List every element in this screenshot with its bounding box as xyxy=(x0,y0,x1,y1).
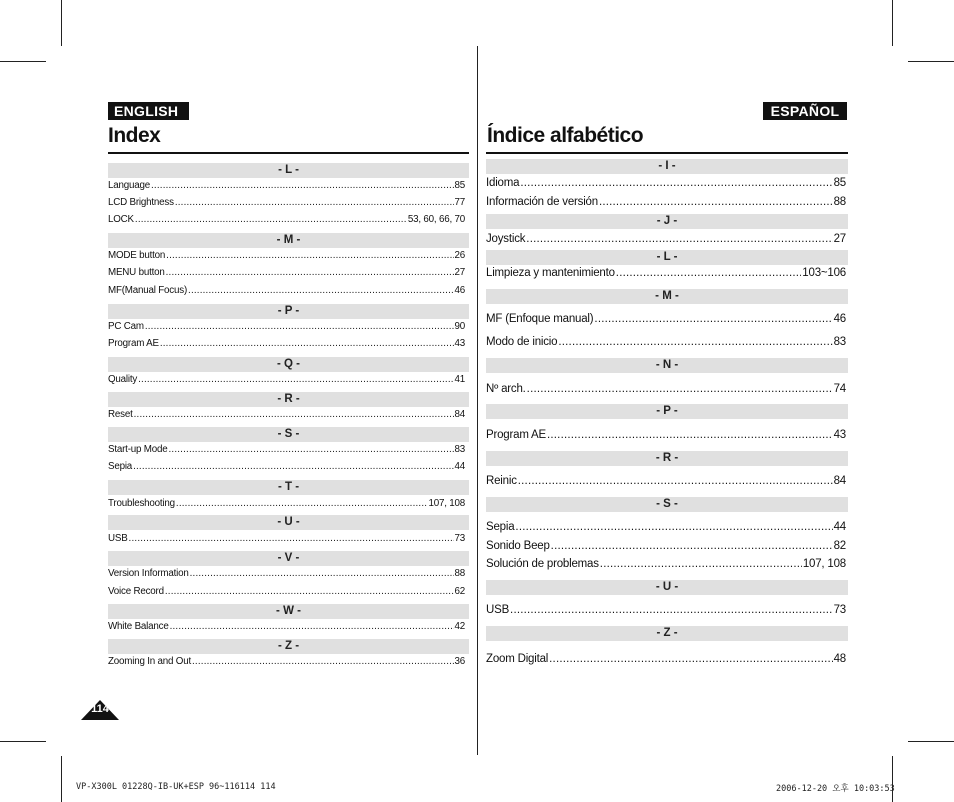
index-entry-pages: 41 xyxy=(454,374,465,385)
index-entry-name: Voice Record xyxy=(108,586,164,597)
dot-leader xyxy=(166,266,454,279)
dot-leader xyxy=(138,373,453,386)
dot-leader xyxy=(594,312,832,327)
index-entry-pages: 90 xyxy=(454,321,465,332)
index-entry xyxy=(486,195,848,210)
section-letter-header: - L - xyxy=(108,163,469,178)
crop-mark xyxy=(908,741,954,742)
dot-leader xyxy=(520,176,832,191)
dot-leader xyxy=(518,474,833,489)
index-entry xyxy=(486,428,848,443)
index-entry-name: MENU button xyxy=(108,267,165,278)
dot-leader xyxy=(190,567,454,580)
index-entry xyxy=(108,532,469,545)
index-entry xyxy=(486,266,848,281)
index-entry-name: White Balance xyxy=(108,621,169,632)
section-letter-header: - U - xyxy=(486,580,848,595)
index-entry-pages: 82 xyxy=(833,540,846,552)
crop-mark xyxy=(61,0,62,46)
index-entry-pages: 84 xyxy=(454,409,465,420)
index-entry xyxy=(108,443,469,456)
dot-leader xyxy=(133,460,453,473)
index-entry-pages: 73 xyxy=(833,604,846,616)
index-entry xyxy=(486,312,848,327)
index-entry xyxy=(108,567,469,580)
index-entry-pages: 88 xyxy=(833,196,846,208)
index-entry-name: Reinic xyxy=(486,475,517,487)
index-entry xyxy=(486,557,848,572)
index-entry-name: Joystick xyxy=(486,233,526,245)
index-entry-name: Reset xyxy=(108,409,133,420)
dot-leader xyxy=(175,196,454,209)
index-entry-pages: 74 xyxy=(833,383,846,395)
index-entry xyxy=(486,474,848,489)
page-title-english: Index xyxy=(108,124,161,147)
print-footer-left: VP-X300L 01228Q-IB-UK+ESP 96~116114 114 xyxy=(76,782,276,792)
index-entry-name: Troubleshooting xyxy=(108,498,175,509)
page-title-spanish: Índice alfabético xyxy=(487,124,644,147)
index-entry xyxy=(108,179,469,192)
dot-leader xyxy=(151,179,454,192)
index-entry-pages: 46 xyxy=(833,313,846,325)
index-entry-pages: 107, 108 xyxy=(428,498,465,509)
index-entry-name: USB xyxy=(108,533,128,544)
section-letter-header: - I - xyxy=(486,159,848,174)
index-entry xyxy=(108,266,469,279)
dot-leader xyxy=(165,585,454,598)
section-letter-header: - M - xyxy=(108,233,469,248)
language-badge-english: ENGLISH xyxy=(108,102,189,120)
index-entry xyxy=(108,337,469,350)
index-entry xyxy=(486,603,848,618)
language-badge-spanish: ESPAÑOL xyxy=(763,102,847,120)
index-entry xyxy=(486,539,848,554)
dot-leader xyxy=(129,532,454,545)
index-entry xyxy=(486,382,848,397)
dot-leader xyxy=(549,652,832,667)
section-letter-header: - Z - xyxy=(108,639,469,654)
crop-mark xyxy=(0,741,46,742)
index-entry-name: Información de versión xyxy=(486,196,598,208)
index-entry-name: MF(Manual Focus) xyxy=(108,285,188,296)
index-entry-name: LCD Brightness xyxy=(108,197,174,208)
index-entry xyxy=(108,284,469,297)
index-entry-name: Modo de inicio xyxy=(486,336,558,348)
index-entry xyxy=(486,335,848,350)
index-entry-pages: 43 xyxy=(454,338,465,349)
index-entry xyxy=(108,655,469,668)
index-entry xyxy=(108,213,469,226)
index-entry-name: Language xyxy=(108,180,150,191)
crop-mark xyxy=(908,61,954,62)
index-entry xyxy=(108,460,469,473)
index-entry-name: PC Cam xyxy=(108,321,144,332)
section-letter-header: - Z - xyxy=(486,626,848,641)
section-letter-header: - S - xyxy=(486,497,848,512)
index-entry-pages: 44 xyxy=(454,461,465,472)
index-entry xyxy=(108,620,469,633)
section-letter-header: - P - xyxy=(108,304,469,319)
dot-leader xyxy=(616,266,802,281)
page-number: 114 xyxy=(91,703,109,715)
crop-mark xyxy=(892,0,893,46)
index-entry-pages: 27 xyxy=(833,233,846,245)
index-entry-pages: 77 xyxy=(454,197,465,208)
index-entry-pages: 103~106 xyxy=(802,267,846,279)
index-entry-pages: 48 xyxy=(833,653,846,665)
index-entry-name: Program AE xyxy=(486,429,546,441)
dot-leader xyxy=(176,497,428,510)
dot-leader xyxy=(527,382,833,397)
section-letter-header: - U - xyxy=(108,515,469,530)
dot-leader xyxy=(515,520,832,535)
section-letter-header: - Q - xyxy=(108,357,469,372)
index-entry-pages: 83 xyxy=(454,444,465,455)
section-letter-header: - T - xyxy=(108,480,469,495)
index-entry-pages: 83 xyxy=(833,336,846,348)
section-letter-header: - W - xyxy=(108,604,469,619)
english-index-column xyxy=(108,0,469,802)
index-entry-name: MF (Enfoque manual) xyxy=(486,313,594,325)
section-letter-header: - J - xyxy=(486,214,848,229)
index-entry-name: Sonido Beep xyxy=(486,540,550,552)
index-entry-name: Quality xyxy=(108,374,138,385)
crop-mark xyxy=(0,61,46,62)
dot-leader xyxy=(551,539,833,554)
index-entry-name: LOCK xyxy=(108,214,134,225)
index-entry-name: Nº arch. xyxy=(486,383,526,395)
index-entry xyxy=(486,176,848,191)
index-entry-name: Idioma xyxy=(486,177,520,189)
index-entry-pages: 42 xyxy=(454,621,465,632)
index-entry-pages: 88 xyxy=(454,568,465,579)
dot-leader xyxy=(145,320,454,333)
dot-leader xyxy=(510,603,833,618)
index-entry-name: MODE button xyxy=(108,250,166,261)
section-letter-header: - N - xyxy=(486,358,848,373)
dot-leader xyxy=(188,284,453,297)
index-entry-pages: 26 xyxy=(454,250,465,261)
dot-leader xyxy=(160,337,454,350)
index-entry-pages: 85 xyxy=(833,177,846,189)
index-entry xyxy=(108,497,469,510)
index-entry-pages: 36 xyxy=(454,656,465,667)
section-letter-header: - L - xyxy=(486,250,848,265)
index-entry-name: Sepia xyxy=(486,521,515,533)
section-letter-header: - R - xyxy=(108,392,469,407)
index-entry xyxy=(486,232,848,247)
section-letter-header: - M - xyxy=(486,289,848,304)
dot-leader xyxy=(168,443,453,456)
index-entry-pages: 85 xyxy=(454,180,465,191)
index-entry-name: Zooming In and Out xyxy=(108,656,191,667)
index-entry-name: Sepia xyxy=(108,461,133,472)
crop-mark xyxy=(892,756,893,802)
dot-leader xyxy=(166,249,453,262)
dot-leader xyxy=(170,620,454,633)
index-entry-pages: 44 xyxy=(833,521,846,533)
spanish-index-column xyxy=(486,0,848,802)
column-divider xyxy=(477,46,478,755)
dot-leader xyxy=(192,655,454,668)
index-entry-name: Program AE xyxy=(108,338,159,349)
index-entry-pages: 73 xyxy=(454,533,465,544)
index-entry-name: Solución de problemas xyxy=(486,558,599,570)
section-letter-header: - S - xyxy=(108,427,469,442)
index-entry-name: USB xyxy=(486,604,510,616)
index-entry-pages: 53, 60, 66, 70 xyxy=(407,214,465,225)
index-entry-pages: 107, 108 xyxy=(802,558,846,570)
index-entry xyxy=(108,373,469,386)
index-entry-name: Zoom Digital xyxy=(486,653,549,665)
index-entry-pages: 27 xyxy=(454,267,465,278)
dot-leader xyxy=(526,232,832,247)
dot-leader xyxy=(134,408,454,421)
dot-leader xyxy=(547,428,833,443)
crop-mark xyxy=(61,756,62,802)
index-entry xyxy=(108,196,469,209)
section-letter-header: - R - xyxy=(486,451,848,466)
section-letter-header: - V - xyxy=(108,551,469,566)
index-entry xyxy=(486,652,848,667)
print-footer-right: 2006-12-20 오후 10:03:53 xyxy=(776,784,895,794)
index-entry xyxy=(108,408,469,421)
index-entry xyxy=(108,585,469,598)
index-entry-name: Limpieza y mantenimiento xyxy=(486,267,615,279)
index-entry xyxy=(108,320,469,333)
index-entry-pages: 43 xyxy=(833,429,846,441)
index-entry xyxy=(486,520,848,535)
index-entry xyxy=(108,249,469,262)
dot-leader xyxy=(135,213,407,226)
index-entry-pages: 84 xyxy=(833,475,846,487)
dot-leader xyxy=(599,195,833,210)
index-entry-pages: 62 xyxy=(454,586,465,597)
index-entry-name: Start-up Mode xyxy=(108,444,168,455)
section-letter-header: - P - xyxy=(486,404,848,419)
index-entry-name: Version Information xyxy=(108,568,189,579)
dot-leader xyxy=(600,557,802,572)
index-entry-pages: 46 xyxy=(454,285,465,296)
dot-leader xyxy=(558,335,832,350)
